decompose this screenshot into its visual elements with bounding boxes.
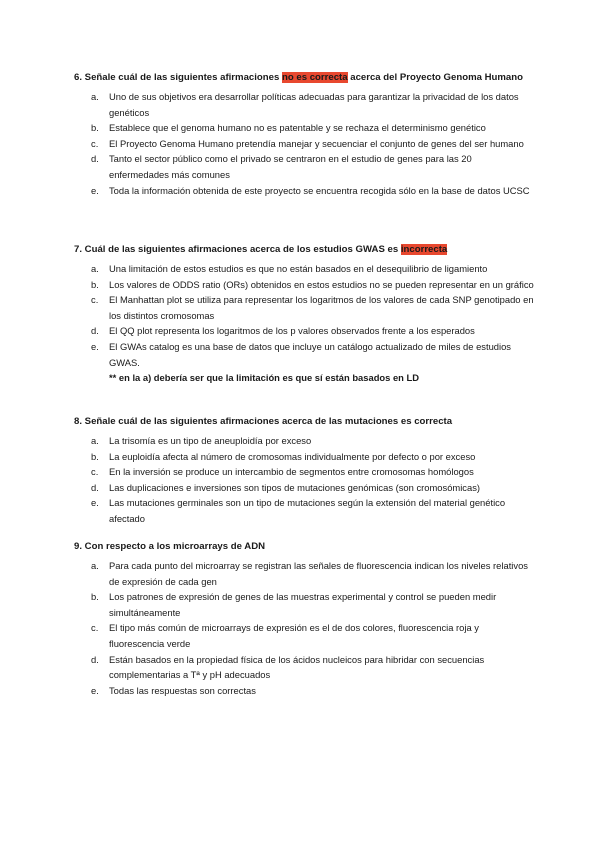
question-9-title: 9. Con respecto a los microarrays de ADN [74,541,266,552]
option-text: Los patrones de expresión de genes de las muestras experimental y control se pueden medir simultáneamente [109,591,497,618]
question-8-options [74,433,534,527]
question-6-options [74,89,534,198]
question-9-options [74,558,534,698]
option-text: El GWAs catalog es una base de datos que incluye un catálogo actualizado de miles de estudios GWAS. [109,340,511,368]
option-text: Para cada punto del microarray se registran las señales de fluorescencia indican los niveles relativos de expresión de cada gen [109,560,528,587]
option-text: Uno de sus objetivos era desarrollar políticas adecuadas para garantizar la privacidad de los datos genéticos [109,91,519,118]
option-8c [74,464,534,480]
question-6-highlight: no es correcta [281,72,348,83]
option-letter: d. [91,653,99,665]
option-6a [74,89,534,120]
option-text: Establece que el genoma humano no es patentable y se rechaza el determinismo genético [109,122,486,134]
option-letter: a. [91,263,99,274]
option-7c [74,292,534,323]
option-text: Todas las respuestas son correctas [109,684,256,696]
question-7-note: ** en la a) debería ser que la limitación es que sí están basados en LD [109,372,420,384]
question-7 [74,243,534,386]
option-text: Los valores de ODDS ratio (ORs) obtenidos en estos estudios no se pueden representar en un gráfico [109,278,534,290]
option-letter: c. [91,622,99,634]
question-8 [74,415,534,527]
option-letter: e. [91,497,99,509]
option-9e [74,683,534,699]
question-6-title [74,71,534,85]
option-8a [74,433,534,449]
option-letter: a. [91,435,99,446]
option-text: En la inversión se produce un intercambio de segmentos entre cromosomas homólogos [109,466,474,478]
question-7-options [74,261,534,370]
option-text: Tanto el sector público como el privado se centraron en el estudio de genes para las 20 enfermedades más comunes [109,153,472,180]
option-text: El tipo más común de microarrays de expresión es el de dos colores, fluorescencia roja y fluorescencia verde [109,622,479,649]
option-9b [74,589,534,620]
option-7a [74,261,534,277]
option-letter: a. [91,91,99,102]
question-7-prefix: 7. Cuál de las siguientes afirmaciones acerca de los estudios GWAS es [74,244,401,255]
option-letter: e. [91,684,99,696]
option-9c [74,620,534,651]
option-8b [74,449,534,465]
option-8d [74,480,534,496]
option-9a [74,558,534,589]
option-letter: e. [91,184,99,196]
option-letter: b. [91,591,99,603]
option-text: El Manhattan plot se utiliza para representar los logaritmos de los valores de cada SNP genotipado en los distintos cromosomas [109,294,534,321]
option-6b [74,120,534,136]
question-7-title [74,243,534,257]
option-text: Toda la información obtenida de este proyecto se encuentra recogida sólo en la base de datos UCSC [109,184,530,196]
option-9d [74,652,534,683]
option-8e [74,495,534,526]
option-letter: c. [91,137,99,149]
option-text: Una limitación de estos estudios es que no están basados en el desequilibrio de ligamiento [109,263,488,274]
option-letter: c. [91,294,99,306]
question-9 [74,540,534,698]
option-letter: d. [91,153,99,165]
option-7e [74,339,534,370]
option-letter: d. [91,481,99,493]
option-letter: d. [91,325,99,337]
option-text: El Proyecto Genoma Humano pretendía manejar y secuenciar el conjunto de genes del ser humano [109,137,524,149]
option-letter: a. [91,560,99,571]
option-7d [74,323,534,339]
option-letter: b. [91,122,99,134]
option-text: Las duplicaciones e inversiones son tipos de mutaciones genómicas (son cromosómicas) [109,481,481,493]
option-6c [74,136,534,152]
option-text: Están basados en la propiedad física de los ácidos nucleicos para hibridar con secuencias complementarias a Tª y pH adecuados [109,653,485,681]
question-6-suffix: acerca del Proyecto Genoma Humano [347,72,523,83]
question-6-prefix: 6. Señale cuál de las siguientes afirmaciones [74,72,282,83]
question-7-highlight: incorrecta [400,244,448,255]
option-text: La trisomía es un tipo de aneuploidía por exceso [109,435,312,446]
option-letter: b. [91,450,99,462]
option-text: Las mutaciones germinales son un tipo de mutaciones según la extensión del material genético afectado [109,497,506,524]
option-6e [74,183,534,199]
option-letter: b. [91,278,99,290]
option-text: El QQ plot representa los logaritmos de los p valores observados frente a los esperados [109,325,475,337]
option-7b [74,277,534,293]
option-text: La euploidía afecta al número de cromosomas individualmente por defecto o por exceso [109,450,476,462]
option-6d [74,151,534,182]
option-letter: e. [91,340,99,352]
question-8-title: 8. Señale cuál de las siguientes afirmaciones acerca de las mutaciones es correcta [74,416,453,427]
question-6 [74,71,534,198]
option-letter: c. [91,466,99,478]
